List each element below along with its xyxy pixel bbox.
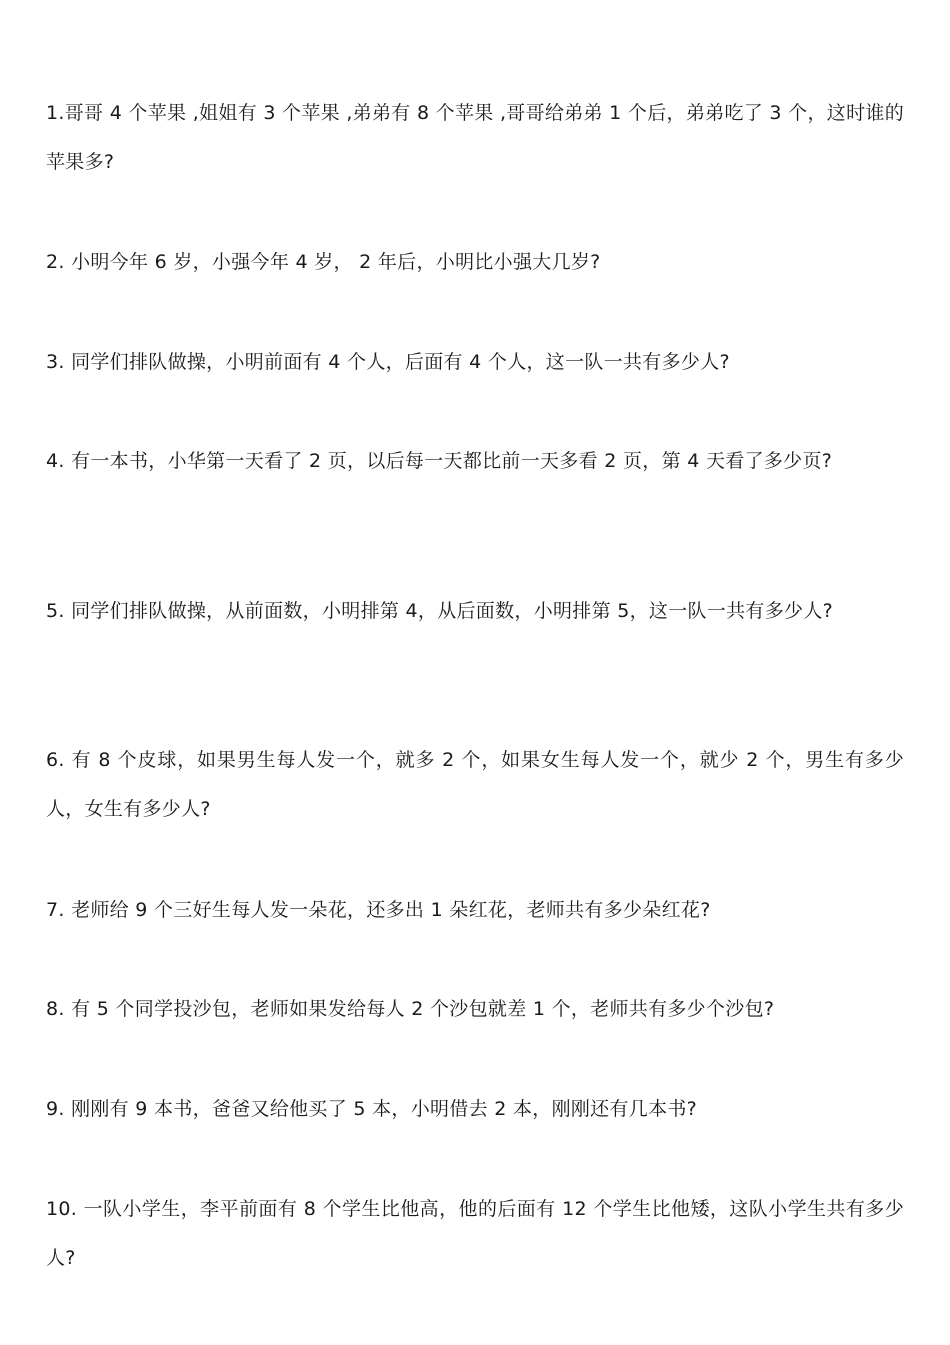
problem-3: 3. 同学们排队做操，小明前面有 4 个人，后面有 4 个人，这一队一共有多少人? [46, 351, 730, 373]
problem-5: 5. 同学们排队做操，从前面数，小明排第 4，从后面数，小明排第 5，这一队一共有多少人? [46, 600, 834, 622]
problem-10: 10. 一队小学生，李平前面有 8 个学生比他高，他的后面有 12 个学生比他矮，这队小学生共有多少人? [46, 1198, 904, 1269]
problem-9: 9. 刚刚有 9 本书，爸爸又给他买了 5 本，小明借去 2 本，刚刚还有几本书? [46, 1098, 698, 1120]
problem-2: 2. 小明今年 6 岁，小强今年 4 岁， 2 年后，小明比小强大几岁? [46, 251, 601, 273]
problem-7: 7. 老师给 9 个三好生每人发一朵花，还多出 1 朵红花，老师共有多少朵红花? [46, 899, 711, 921]
problem-6: 6. 有 8 个皮球，如果男生每人发一个，就多 2 个，如果女生每人发一个，就少 2 个，男生有多少人，女生有多少人? [46, 749, 904, 820]
problem-1: 1.哥哥 4 个苹果 ,姐姐有 3 个苹果 ,弟弟有 8 个苹果 ,哥哥给弟弟 1 个后，弟弟吃了 3 个，这时谁的苹果多? [46, 102, 904, 173]
problem-4: 4. 有一本书，小华第一天看了 2 页，以后每一天都比前一天多看 2 页，第 4 天看了多少页? [46, 450, 833, 472]
problem-8: 8. 有 5 个同学投沙包，老师如果发给每人 2 个沙包就差 1 个，老师共有多少个沙包? [46, 998, 775, 1020]
